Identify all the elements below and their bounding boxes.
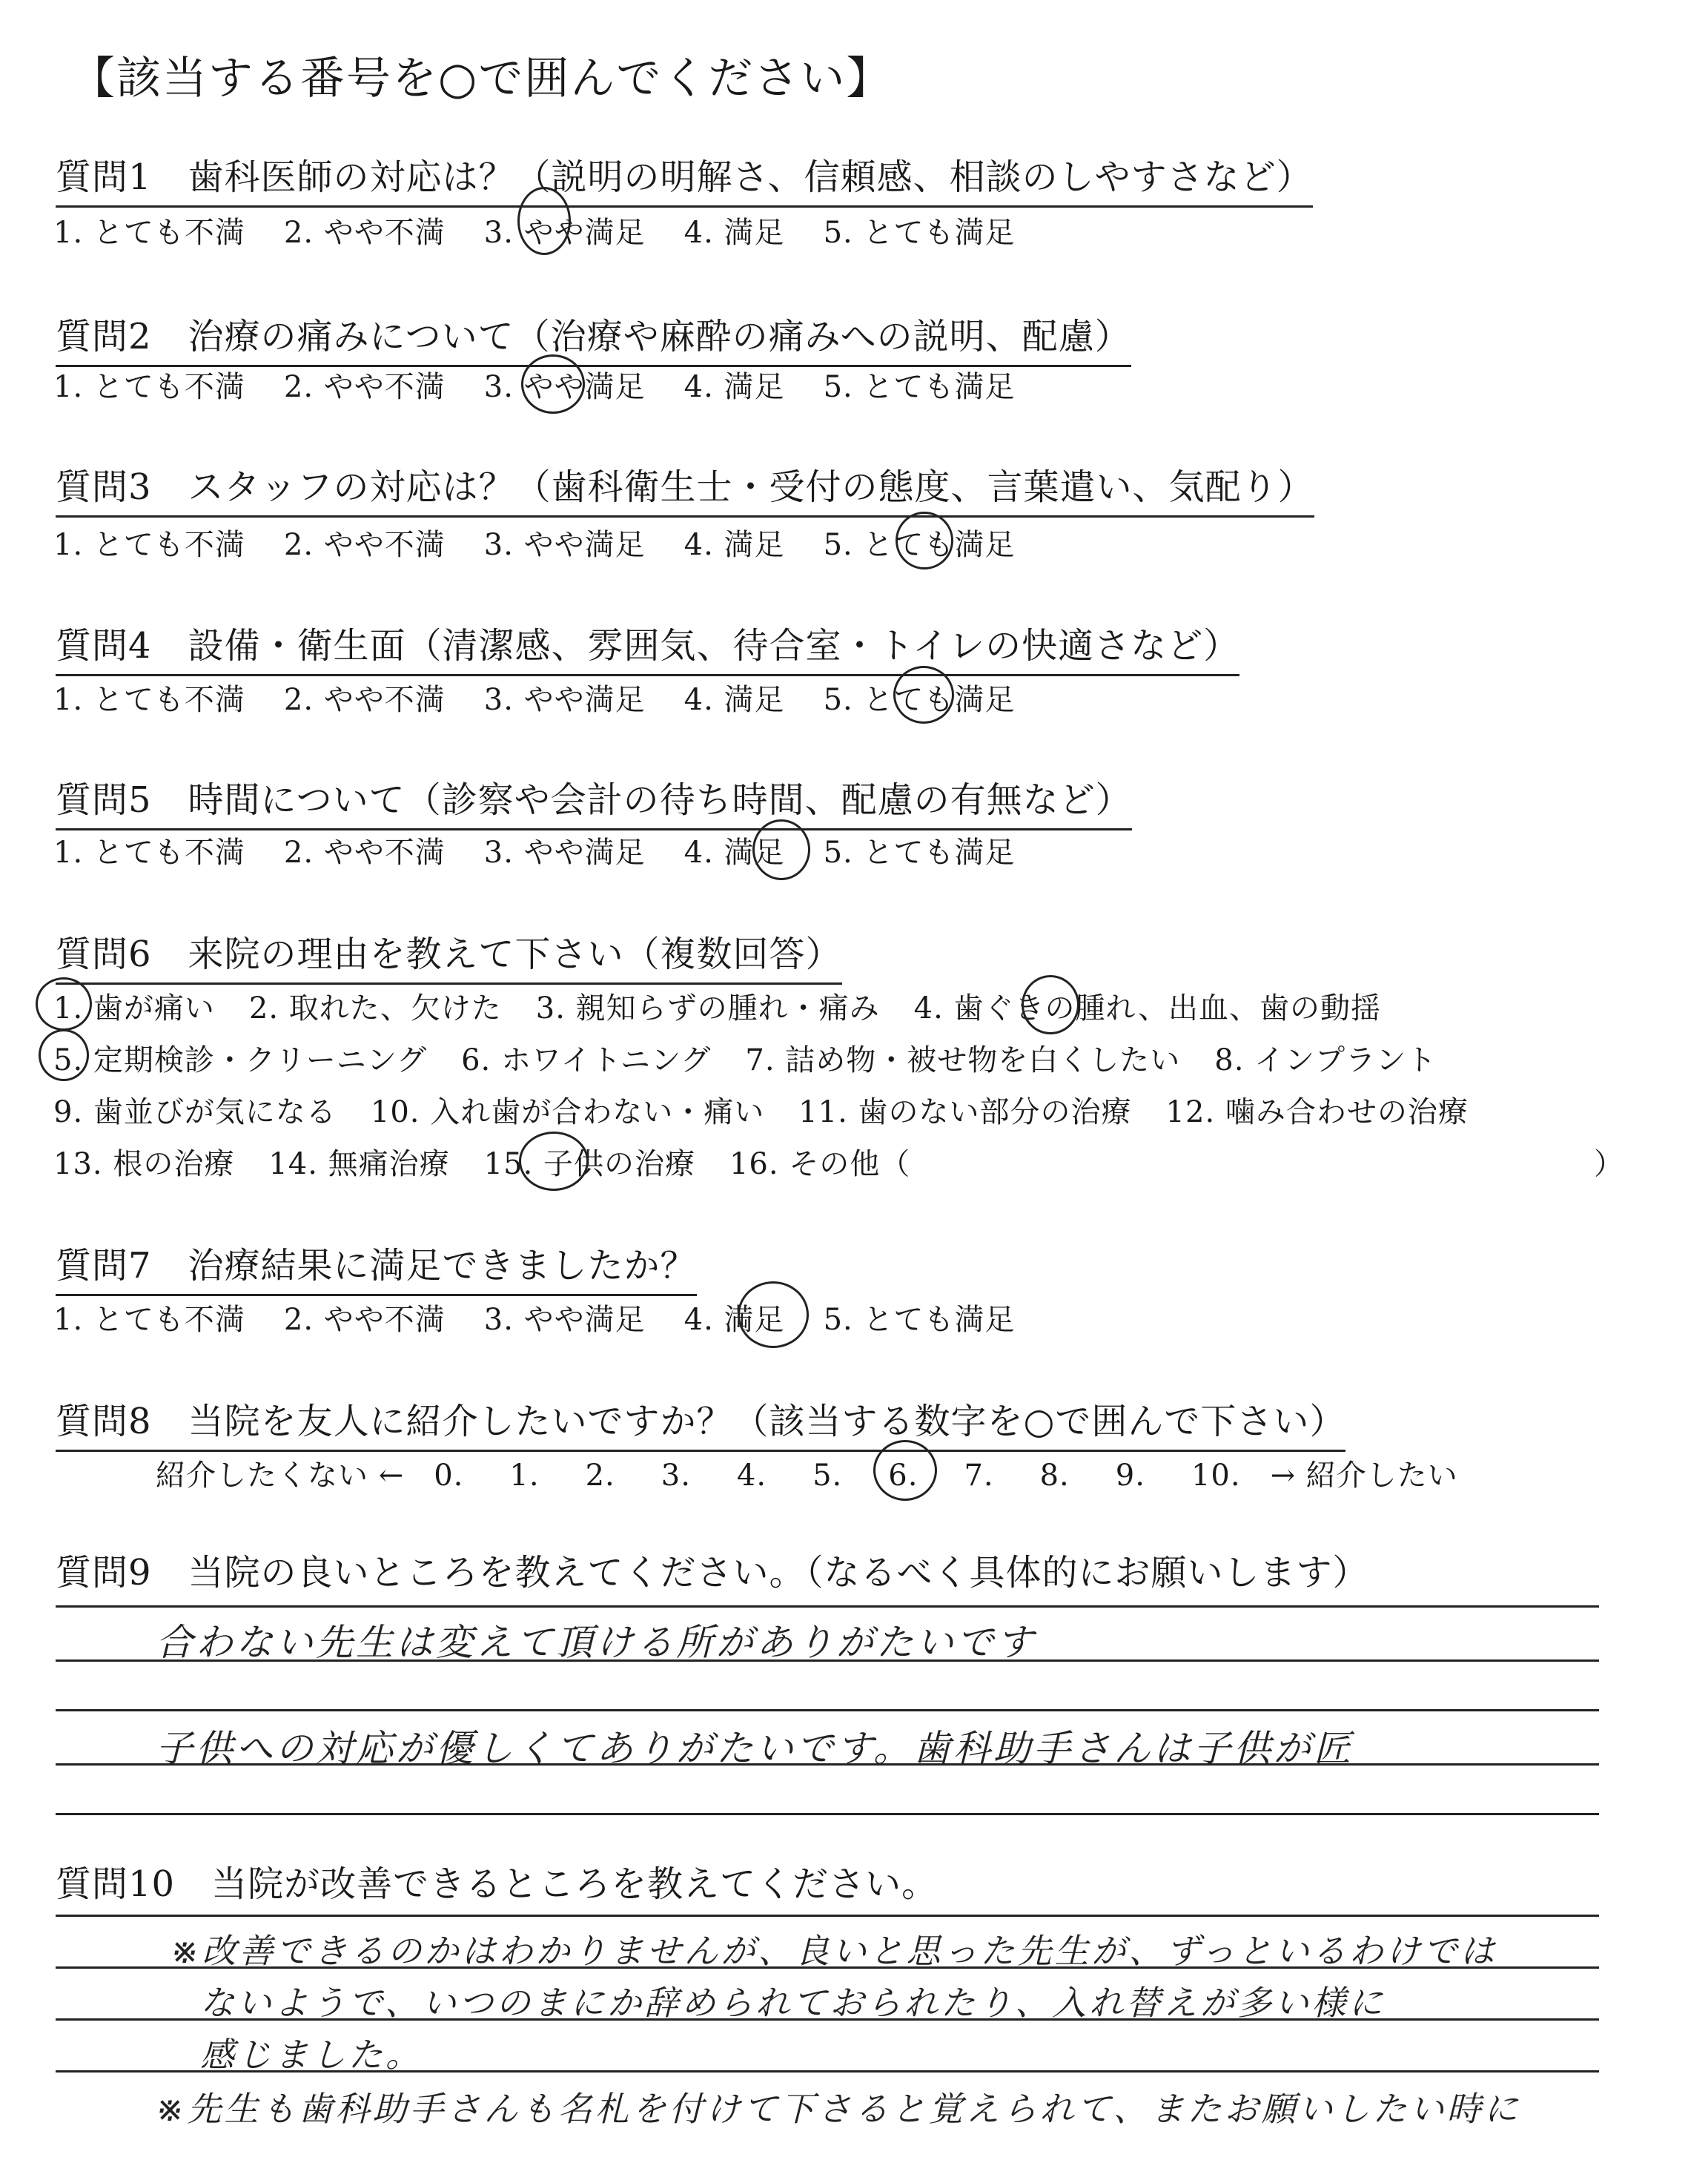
- q6-selection-circle-1: [36, 977, 92, 1031]
- q6-option-15[interactable]: 15. 子供の治療: [483, 1147, 695, 1181]
- q8-scale-4[interactable]: 4.: [736, 1459, 767, 1493]
- q6-row-4: [53, 1140, 944, 1183]
- q8-scale-row: [156, 1452, 1497, 1494]
- q6-selection-circle-4: [1022, 975, 1079, 1034]
- q9-handwritten-answer-2: 子供への対応が優しくてありがたいです。歯科助手さんは子供が匠: [156, 1727, 1354, 1770]
- q4-selection-circle: [893, 666, 954, 724]
- q3-option-3[interactable]: 3. やや満足: [483, 528, 646, 562]
- q7-option-2[interactable]: 2. やや不満: [283, 1303, 446, 1337]
- q6-option-12[interactable]: 12. 噛み合わせの治療: [1165, 1095, 1469, 1129]
- q9-answer-line-5: [56, 1813, 1599, 1815]
- q5-option-3[interactable]: 3. やや満足: [483, 836, 646, 870]
- q5-option-2[interactable]: 2. やや不満: [283, 836, 446, 870]
- q6-option-5[interactable]: 5. 定期検診・クリーニング: [53, 1043, 428, 1077]
- q4-option-4[interactable]: 4. 満足: [683, 683, 785, 717]
- q6-other-close-paren: ）: [1594, 1147, 1623, 1181]
- q6-row-2: [53, 1037, 1471, 1079]
- q10-handwritten-answer-1: ※改善できるのかはわかりませんが、良いと思った先生が、ずっといるわけでは: [171, 1931, 1497, 1971]
- q6-option-11[interactable]: 11. 歯のない部分の治療: [798, 1095, 1132, 1129]
- q10-handwritten-answer-4: ※先生も歯科助手さんも名札を付けて下さると覚えられて、またお願いしたい時に: [156, 2089, 1521, 2129]
- q5-option-1[interactable]: 1. とても不満: [53, 836, 245, 870]
- q4-option-3[interactable]: 3. やや満足: [483, 683, 646, 717]
- q10-answer-line-1: [56, 1915, 1599, 1917]
- q5-selection-circle: [752, 819, 810, 880]
- q8-scale-9[interactable]: 9.: [1115, 1459, 1145, 1493]
- q2-option-3[interactable]: 3. やや満足: [483, 370, 646, 404]
- q4-option-5[interactable]: 5. とても満足: [823, 683, 1016, 717]
- q1-option-4[interactable]: 4. 満足: [683, 216, 785, 250]
- q2-option-5[interactable]: 5. とても満足: [823, 370, 1016, 404]
- question-5-options: [53, 829, 1053, 871]
- q8-left-label: 紹介したくない ←: [156, 1459, 405, 1493]
- q8-scale-10[interactable]: 10.: [1191, 1459, 1241, 1493]
- q2-option-4[interactable]: 4. 満足: [683, 370, 785, 404]
- q6-option-8[interactable]: 8. インプラント: [1214, 1043, 1437, 1077]
- q6-option-9[interactable]: 9. 歯並びが気になる: [53, 1095, 337, 1129]
- question-1-title: 質問1 歯科医師の対応は？（説明の明解さ、信頼感、相談のしやすさなど）: [56, 148, 1313, 208]
- q7-selection-circle: [738, 1281, 809, 1348]
- q2-option-2[interactable]: 2. やや不満: [283, 370, 446, 404]
- q2-selection-circle: [521, 354, 585, 414]
- q8-scale-1[interactable]: 1.: [509, 1459, 540, 1493]
- q8-scale-3[interactable]: 3.: [661, 1459, 691, 1493]
- q6-option-6[interactable]: 6. ホワイトニング: [461, 1043, 712, 1077]
- q3-option-5[interactable]: 5. とても満足: [823, 528, 1016, 562]
- question-4-title: 質問4 設備・衛生面（清潔感、雰囲気、待合室・トイレの快適さなど）: [56, 617, 1239, 676]
- q4-option-1[interactable]: 1. とても不満: [53, 683, 245, 717]
- q7-option-3[interactable]: 3. やや満足: [483, 1303, 646, 1337]
- q3-option-1[interactable]: 1. とても不満: [53, 528, 245, 562]
- q6-option-10[interactable]: 10. 入れ歯が合わない・痛い: [370, 1095, 765, 1129]
- q9-handwritten-answer-1: 合わない先生は変えて頂ける所がありがたいです: [156, 1621, 1036, 1664]
- q1-option-3[interactable]: 3. やや満足: [483, 216, 646, 250]
- q5-option-5[interactable]: 5. とても満足: [823, 836, 1016, 870]
- question-10-title: 質問10 当院が改善できるところを教えてください。: [56, 1863, 939, 1905]
- q3-selection-circle: [896, 512, 953, 569]
- q8-selection-circle: [873, 1440, 937, 1501]
- q8-scale-6[interactable]: 6.: [888, 1459, 918, 1493]
- q7-option-5[interactable]: 5. とても満足: [823, 1303, 1016, 1337]
- q5-option-4[interactable]: 4. 満足: [683, 836, 785, 870]
- q8-right-label: → 紹介したい: [1270, 1459, 1458, 1493]
- q8-scale-2[interactable]: 2.: [585, 1459, 615, 1493]
- q8-scale-5[interactable]: 5.: [812, 1459, 843, 1493]
- q6-option-7[interactable]: 7. 詰め物・被せ物を白くしたい: [745, 1043, 1181, 1077]
- q8-scale-7[interactable]: 7.: [964, 1459, 994, 1493]
- q4-option-2[interactable]: 2. やや不満: [283, 683, 446, 717]
- q6-option-13[interactable]: 13. 根の治療: [53, 1147, 235, 1181]
- q6-selection-circle-15: [519, 1132, 589, 1191]
- q10-handwritten-answer-2: ないようで、いつのまにか辞められておられたり、入れ替えが多い様に: [200, 1983, 1386, 2023]
- question-2-title: 質問2 治療の痛みについて（治療や麻酔の痛みへの説明、配慮）: [56, 308, 1131, 367]
- q1-selection-circle: [517, 187, 571, 255]
- q7-option-4[interactable]: 4. 満足: [683, 1303, 785, 1337]
- q9-answer-line-3: [56, 1709, 1599, 1711]
- question-5-title: 質問5 時間について（診察や会計の待ち時間、配慮の有無など）: [56, 771, 1132, 830]
- page-title: 【該当する番号を○で囲んでください】: [70, 53, 893, 105]
- q6-selection-circle-5: [39, 1029, 89, 1081]
- q8-scale-0[interactable]: 0.: [434, 1459, 464, 1493]
- q3-option-2[interactable]: 2. やや不満: [283, 528, 446, 562]
- q6-row-3: [53, 1089, 1503, 1131]
- q3-option-4[interactable]: 4. 満足: [683, 528, 785, 562]
- question-7-title: 質問7 治療結果に満足できましたか？: [56, 1237, 697, 1296]
- q1-option-1[interactable]: 1. とても不満: [53, 216, 245, 250]
- q6-option-14[interactable]: 14. 無痛治療: [268, 1147, 450, 1181]
- q6-option-16[interactable]: 16. その他（: [729, 1147, 911, 1181]
- question-7-options: [53, 1296, 1053, 1338]
- q2-option-1[interactable]: 1. とても不満: [53, 370, 245, 404]
- q1-option-2[interactable]: 2. やや不満: [283, 216, 446, 250]
- question-6-title: 質問6 来院の理由を教えて下さい（複数回答）: [56, 925, 842, 985]
- q9-answer-line-1: [56, 1605, 1599, 1608]
- q1-option-5[interactable]: 5. とても満足: [823, 216, 1016, 250]
- q7-option-1[interactable]: 1. とても不満: [53, 1303, 245, 1337]
- q6-option-3[interactable]: 3. 親知らずの腫れ・痛み: [535, 991, 880, 1025]
- q6-option-1[interactable]: 1. 歯が痛い: [53, 991, 215, 1025]
- q8-scale-8[interactable]: 8.: [1039, 1459, 1070, 1493]
- q6-option-4[interactable]: 4. 歯ぐきの腫れ、出血、歯の動揺: [913, 991, 1381, 1025]
- q6-row-1: [53, 985, 1415, 1027]
- question-9-title: 質問9 当院の良いところを教えてください。（なるべく具体的にお願いします）: [56, 1552, 1369, 1593]
- question-3-title: 質問3 スタッフの対応は？（歯科衛生士・受付の態度、言葉遣い、気配り）: [56, 458, 1314, 518]
- question-8-title: 質問8 当院を友人に紹介したいですか？（該当する数字を○で囲んで下さい）: [56, 1393, 1345, 1452]
- q10-handwritten-answer-3: 感じました。: [200, 2035, 423, 2075]
- q6-option-2[interactable]: 2. 取れた、欠けた: [248, 991, 502, 1025]
